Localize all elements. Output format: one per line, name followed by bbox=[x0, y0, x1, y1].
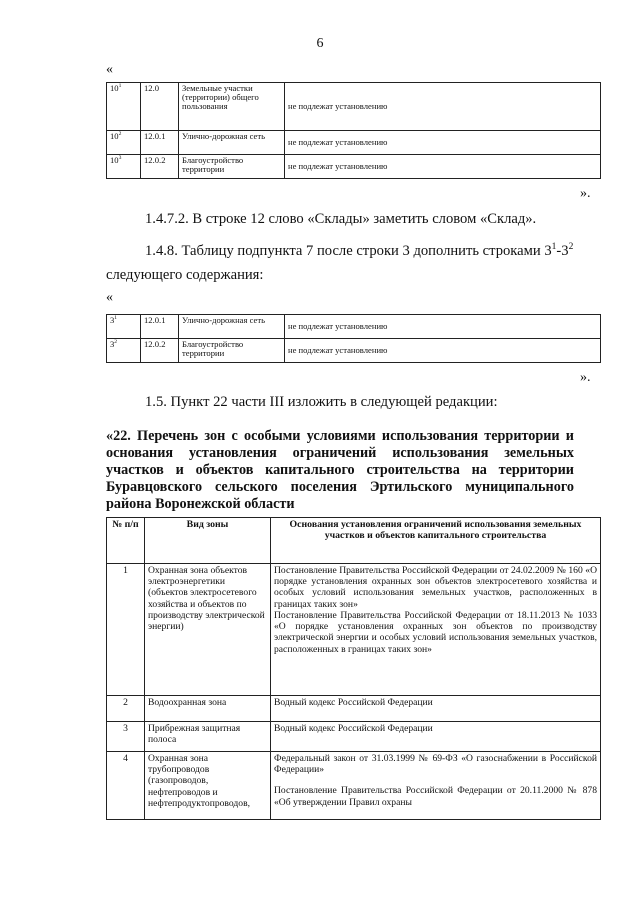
table-row bbox=[107, 564, 601, 696]
row-number: 3 bbox=[107, 722, 145, 752]
row-code: 12.0.2 bbox=[141, 155, 179, 179]
zone-type: Прибрежная защитная полоса bbox=[145, 722, 271, 752]
table-row bbox=[107, 752, 601, 820]
row-code: 12.0.1 bbox=[141, 131, 179, 155]
row-code: 12.0.1 bbox=[141, 315, 179, 339]
paragraph-1-4-8-continuation: следующего содержания: bbox=[106, 267, 264, 283]
row-number: 1 bbox=[107, 564, 145, 696]
row-name: Улично-дорожная сеть bbox=[179, 315, 285, 339]
zone-type: Охранная зона объектов электроэнергетики (объектов электросетевого хозяйства и объектов по производству электрической энергии) bbox=[145, 564, 271, 696]
row-number: 4 bbox=[107, 752, 145, 820]
zones-table bbox=[106, 517, 601, 820]
table-row bbox=[107, 722, 601, 752]
row-number: $3^2$ bbox=[107, 339, 141, 363]
header-zone-type: Вид зоны bbox=[145, 518, 271, 564]
table-row bbox=[107, 155, 601, 179]
zone-type: Охранная зона трубопроводов (газопроводов, нефтепроводов и нефтепродуктопроводов, bbox=[145, 752, 271, 820]
zone-type: Водоохранная зона bbox=[145, 696, 271, 722]
zone-basis: Постановление Правительства Российской Федерации от 24.02.2009 № 160 «О порядке установления охранных зон объектов электросетевого хозяйства и особых условий использования земельных участков, расположенных в границах таких зон» Постановление Правительства Российской Федерации от 18.11.2013 № 1033 «О порядке установления охранных зон объектов по производству электрической энергии и особых условий использования земельных участков, расположенных в границах таких зон» bbox=[271, 564, 601, 696]
page-number: 6 bbox=[316, 36, 324, 51]
table-row bbox=[107, 696, 601, 722]
zone-basis: Водный кодекс Российской Федерации bbox=[271, 696, 601, 722]
paragraph-1-4-7-2: 1.4.7.2. В строке 12 слово «Склады» заметить словом «Склад». bbox=[145, 211, 537, 227]
row-value: не подлежат установлению bbox=[285, 315, 601, 339]
row-number: $10^2$ bbox=[107, 131, 141, 155]
paragraph-1-4-8: 1.4.8. Таблицу подпункта 7 после строки 3 дополнить строками $3^1-3^2$ bbox=[145, 242, 574, 259]
row-name: Благоустройство территории bbox=[179, 155, 285, 179]
table-row bbox=[107, 131, 601, 155]
row-name: Улично-дорожная сеть bbox=[179, 131, 285, 155]
row-number: $10^1$ bbox=[107, 83, 141, 131]
section-heading: «22. Перечень зон с особыми условиями использования территории и основания установления ограничений использования земельных участков и объектов капитального строительства на территории Буравцовского сельского поселения Эртильского муниципального района Воронежской области bbox=[106, 428, 574, 512]
row-code: 12.0.2 bbox=[141, 339, 179, 363]
table-rows-10 bbox=[106, 82, 601, 179]
row-value: не подлежат установлению bbox=[285, 83, 601, 131]
table-row bbox=[107, 339, 601, 363]
row-number: $3^1$ bbox=[107, 315, 141, 339]
header-basis: Основания установления ограничений использования земельных участков и объектов капитального строительства bbox=[271, 518, 601, 564]
header-number: № п/п bbox=[107, 518, 145, 564]
table-row bbox=[107, 83, 601, 131]
row-name: Благоустройство территории bbox=[179, 339, 285, 363]
row-number: 2 bbox=[107, 696, 145, 722]
row-value: не подлежат установлению bbox=[285, 131, 601, 155]
zone-basis: Водный кодекс Российской Федерации bbox=[271, 722, 601, 752]
table-rows-3 bbox=[106, 314, 601, 363]
zone-basis: Федеральный закон от 31.03.1999 № 69-ФЗ «О газоснабжении в Российской Федерации» Постановление Правительства Российской Федерации от 20.11.2000 № 878 «Об утверждении Правил охраны bbox=[271, 752, 601, 820]
quote-close-1: ». bbox=[580, 186, 591, 201]
row-number: $10^3$ bbox=[107, 155, 141, 179]
row-value: не подлежат установлению bbox=[285, 339, 601, 363]
quote-open-1: « bbox=[106, 62, 113, 77]
quote-open-2: « bbox=[106, 290, 113, 305]
paragraph-1-5: 1.5. Пункт 22 части III изложить в следующей редакции: bbox=[145, 394, 498, 410]
row-value: не подлежат установлению bbox=[285, 155, 601, 179]
quote-close-2: ». bbox=[580, 370, 591, 385]
row-code: 12.0 bbox=[141, 83, 179, 131]
row-name: Земельные участки (территории) общего пользования bbox=[179, 83, 285, 131]
table-header-row bbox=[107, 518, 601, 564]
table-row bbox=[107, 315, 601, 339]
